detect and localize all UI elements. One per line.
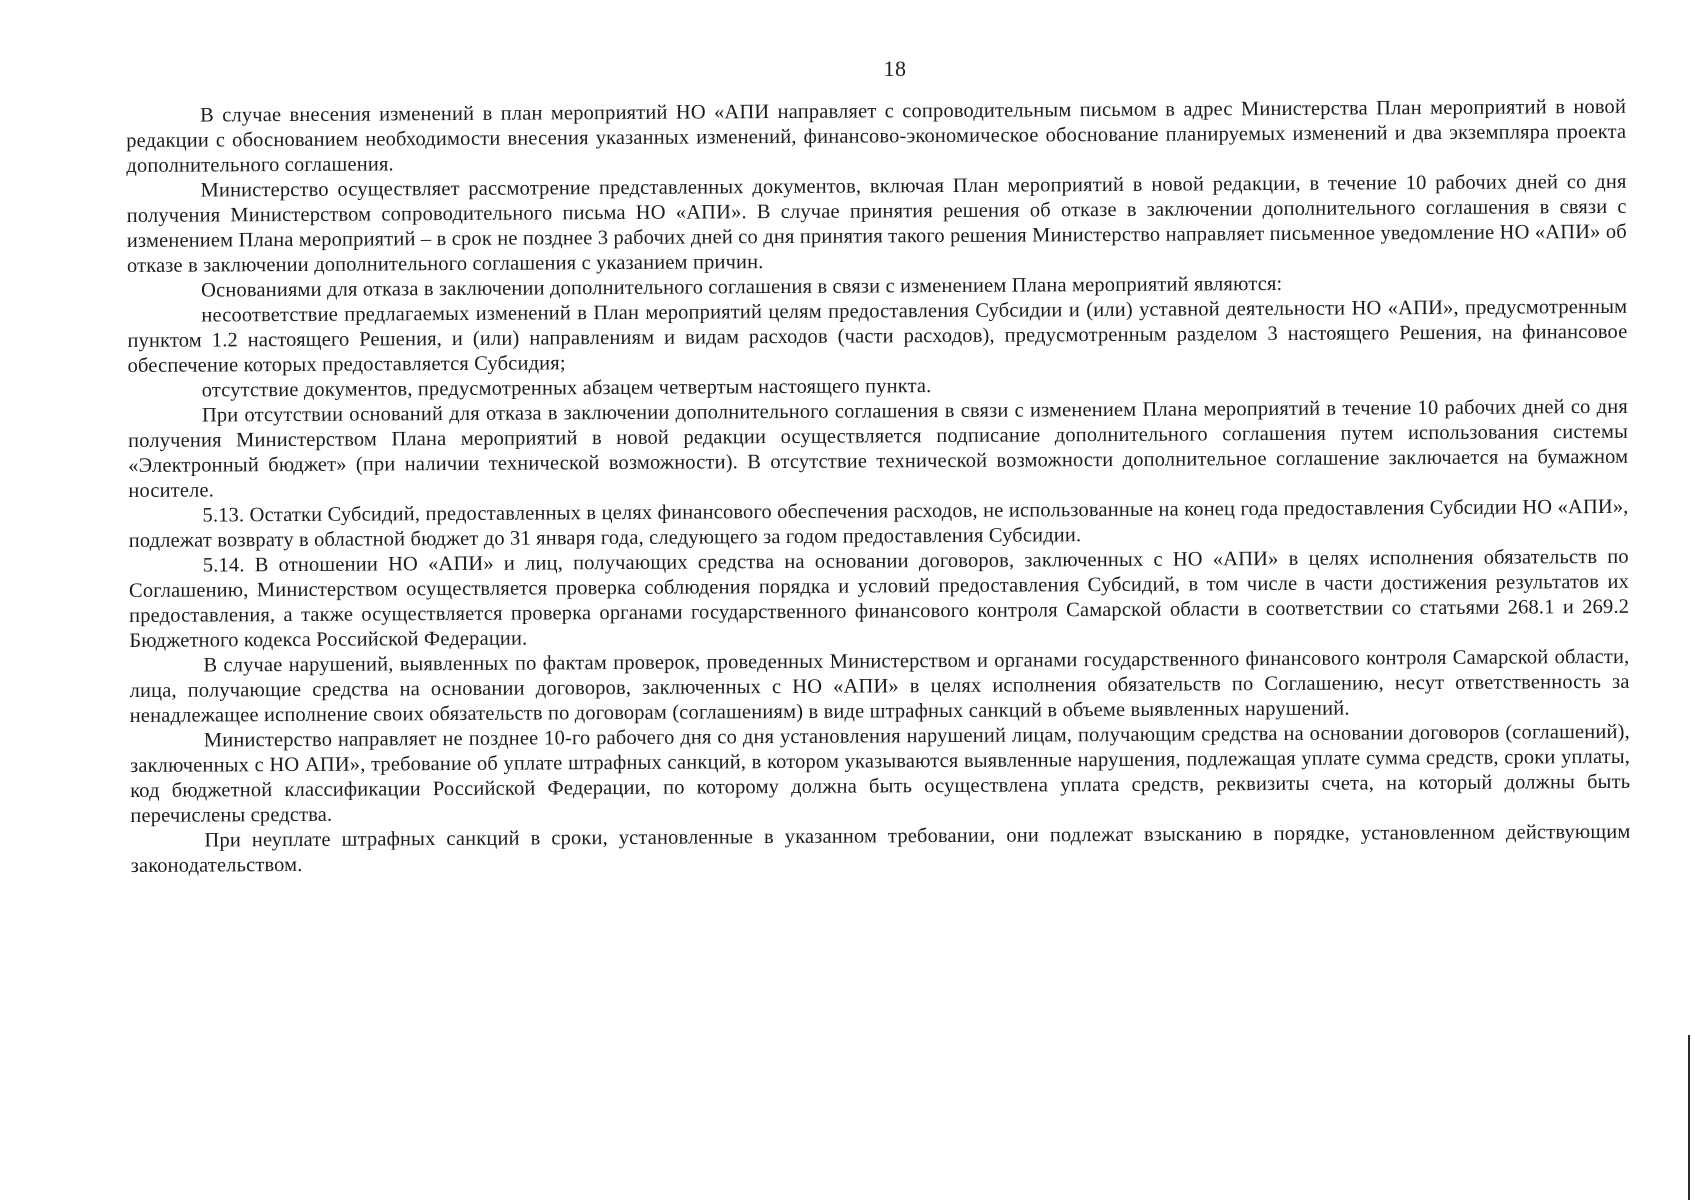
paragraph-ministry-review: Министерство осуществляет рассмотрение представленных документов, включая План мероприятий в новой редакции, в течение 10 рабочих дней со дня получения Министерством сопроводительного письма НО «АПИ». В случае принятия решения об отказе в заключении дополнительного соглашения в связи с изменением Плана мероприятий – в срок не позднее 3 рабочих дней со дня принятия такого решения Министерство направляет письменное уведомление НО «АПИ» об отказе в заключении дополнительного соглашения с указанием причин. [126, 170, 1627, 277]
paragraph-missing-documents: отсутствие документов, предусмотренных абзацем четвертым настоящего пункта. [201, 375, 932, 402]
paragraph-non-payment: При неуплате штрафных санкций в сроки, установленные в указанном требовании, они подлежат взысканию в порядке, установленном действующим законодательством. [130, 820, 1631, 877]
scan-edge-line [1688, 1035, 1690, 1200]
paragraph-5-14: 5.14. В отношении НО «АПИ» и лиц, получающих средства на основании договоров, заключенных с НО «АПИ» в целях исполнения обязательств по Соглашению, Министерством осуществляется проверка соблюдения порядка и условий предоставления Субсидий, в том числе в части достижения результатов их предоставления, а также осуществляется проверка органами государственного финансового контроля Самарской области в соответствии со статьями 268.1 и 269.2 Бюджетного кодекса Российской Федерации. [128, 545, 1630, 652]
paragraph-nonconformity: несоответствие предлагаемых изменений в План мероприятий целям предоставления Субсидии и (или) уставной деятельности НО «АПИ», предусмотренным пунктом 1.2 настоящего Решения, и (или) направлениям и видам расходов (части расходов), предусмотренным разделом 3 настоящего Решения, на финансовое обеспечение которых предоставляется Субсидия; [127, 295, 1628, 377]
paragraph-violations: В случае нарушений, выявленных по фактам проверок, проведенных Министерством и органами государственного финансового контроля Самарской области, лица, получающие средства на основании договоров, заключенных с НО «АПИ» в целях исполнения обязательств по Соглашению, несут ответственность за ненадлежащее исполнение своих обязательств по договорам (соглашениям) в виде штрафных санкций в объеме выявленных нарушений. [129, 645, 1630, 727]
paragraph-signing: При отсутствии оснований для отказа в заключении дополнительного соглашения в связи с изменением Плана мероприятий в течение 10 рабочих дней со дня получения Министерством Плана мероприятий в новой редакции осуществляется подписание дополнительного соглашения путем использования системы «Электронный бюджет» (при наличии технической возможности). В отсутствие технической возможности дополнительное соглашение заключается на бумажном носителе. [127, 395, 1629, 502]
page-number: 18 [883, 56, 907, 81]
paragraph-plan-changes: В случае внесения изменений в план мероприятий НО «АПИ направляет с сопроводительным письмом в адрес Министерства План мероприятий в новой редакции с обоснованием необходимости внесения указанных изменений, финансово-экономическое обоснование планируемых изменений и два экземпляра проекта дополнительного соглашения. [126, 95, 1627, 177]
document-body [126, 95, 1631, 879]
paragraph-penalty-demand: Министерство направляет не позднее 10-го рабочего дня со дня установления нарушений лицам, получающим средства на основании договоров (соглашений), заключенных с НО АПИ», требование об уплате штрафных санкций, в котором указываются выявленные нарушения, подлежащая уплате сумма средств, сроки уплаты, код бюджетной классификации Российской Федерации, по которому должна быть осуществлена уплата средств, реквизиты счета, на который должны быть перечислены средства. [129, 720, 1631, 827]
paragraph-refusal-grounds: Основаниями для отказа в заключении дополнительного соглашения в связи с изменением Плана мероприятий являются: [201, 272, 1283, 302]
paragraph-5-13: 5.13. Остатки Субсидий, предоставленных в целях финансового обеспечения расходов, не использованные на конец года предоставления Субсидии НО «АПИ», подлежат возврату в областной бюджет до 31 января года, следующего за годом предоставления Субсидии. [128, 495, 1629, 552]
